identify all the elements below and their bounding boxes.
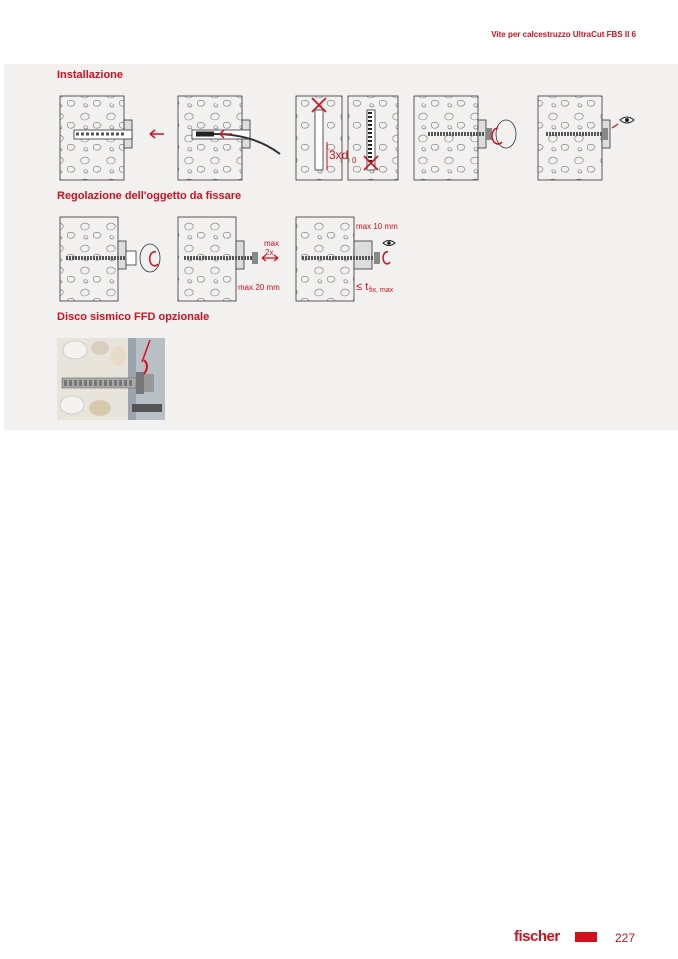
- max-label: max: [264, 239, 280, 248]
- installation-figures: [0, 0, 678, 440]
- section-title-disco: Disco sismico FFD opzionale: [57, 311, 210, 323]
- install-step-3-hole-depth: [296, 96, 398, 180]
- max-10-label: max 10 mm: [356, 222, 398, 231]
- twox-label: 2x: [265, 248, 274, 257]
- adjust-step-1-unscrew: [60, 217, 160, 301]
- depth-label-sub: 0: [352, 156, 357, 165]
- seismic-disc-illustration: [57, 338, 165, 420]
- depth-label: 3xd: [329, 148, 349, 162]
- install-step-4-set-screw: [414, 96, 516, 180]
- section-title-regolazione: Regolazione dell'oggetto da fissare: [57, 190, 242, 202]
- tfix-label: ≤ t: [356, 281, 369, 293]
- document-title: Vite per calcestruzzo UltraCut FBS II 6: [491, 30, 636, 39]
- install-step-2-clean: [178, 96, 280, 180]
- page-number: 227: [615, 931, 636, 945]
- adjust-step-3-final: [296, 217, 398, 301]
- install-step-1-drill: [60, 96, 164, 180]
- adjust-step-2-shift: [178, 217, 280, 301]
- install-step-5-check: [538, 96, 634, 180]
- section-title-installazione: Installazione: [57, 69, 124, 81]
- fischer-logo: fischer: [514, 928, 560, 945]
- max-20-label: max 20 mm: [238, 283, 280, 292]
- tfix-label-sub: fix, max: [369, 287, 394, 294]
- fischer-logo-badge: [575, 932, 597, 942]
